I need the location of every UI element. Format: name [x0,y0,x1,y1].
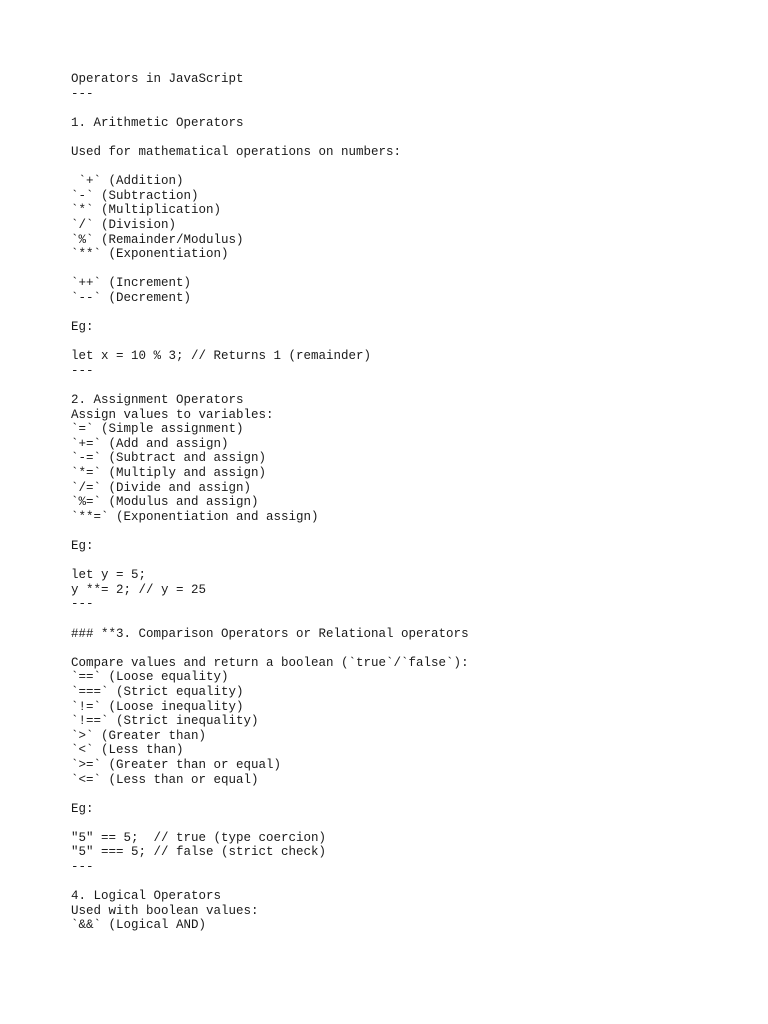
text-line: Operators in JavaScript [71,72,244,86]
text-line: `*` (Multiplication) [71,203,222,218]
blank-line [71,378,751,393]
text-line: `/=` (Divide and assign) [71,480,252,495]
text-line: "5" === 5; // false (strict check) [71,845,327,860]
text-line: --- [71,86,94,101]
text-line: `++` (Increment) [71,276,192,291]
text-line: `-` (Subtraction) [71,188,199,203]
text-line: `&&` (Logical AND) [71,918,207,933]
blank-line [71,335,751,350]
text-line: `+=` (Add and assign) [71,436,229,451]
blank-line [71,554,751,569]
text-line: `-=` (Subtract and assign) [71,451,267,466]
text-line: `===` (Strict equality) [71,684,244,699]
text-line: `>=` (Greater than or equal) [71,757,282,772]
text-line: Assign values to variables: [71,407,274,422]
text-line: Eg: [71,801,94,816]
text-line: y **= 2; // y = 25 [71,582,207,597]
text-line: Used for mathematical operations on numbers: [71,144,402,159]
blank-line [71,612,751,627]
blank-line [71,875,751,890]
text-line: `--` (Decrement) [71,290,192,305]
text-line: --- [71,597,94,612]
text-line: `<` (Less than) [71,743,184,758]
text-line: Eg: [71,320,94,335]
text-line: let x = 10 % 3; // Returns 1 (remainder) [71,349,372,364]
text-line: let y = 5; [71,568,147,583]
text-line: --- [71,363,94,378]
blank-line [71,306,751,321]
text-line: `**=` (Exponentiation and assign) [71,509,319,524]
blank-line [71,524,751,539]
text-line: `>` (Greater than) [71,728,207,743]
text-line: `!==` (Strict inequality) [71,714,259,729]
text-line: 1. Arithmetic Operators [71,115,244,130]
text-line: 4. Logical Operators [71,889,222,904]
blank-line [71,816,751,831]
blank-line [71,787,751,802]
text-line: `<=` (Less than or equal) [71,772,259,787]
text-line: Compare values and return a boolean (`true`/`false`): [71,655,469,670]
text-line: `%=` (Modulus and assign) [71,495,259,510]
document-page [71,72,751,1012]
text-line: 2. Assignment Operators [71,393,244,408]
text-line: `+` (Addition) [71,174,184,189]
blank-line [71,130,751,145]
text-line: `*=` (Multiply and assign) [71,466,267,481]
text-line: `=` (Simple assignment) [71,422,244,437]
blank-line [71,160,751,175]
text-line: --- [71,860,94,875]
text-line: `%` (Remainder/Modulus) [71,232,244,247]
blank-line [71,101,751,116]
text-line: `/` (Division) [71,217,177,232]
text-line: Used with boolean values: [71,903,259,918]
blank-line [71,262,751,277]
blank-line [71,641,751,656]
text-line: `==` (Loose equality) [71,670,229,685]
text-line: Eg: [71,539,94,553]
text-line: `**` (Exponentiation) [71,247,229,262]
text-line: ### **3. Comparison Operators or Relational operators [71,626,469,641]
text-line: `!=` (Loose inequality) [71,699,244,714]
text-line: "5" == 5; // true (type coercion) [71,830,327,845]
